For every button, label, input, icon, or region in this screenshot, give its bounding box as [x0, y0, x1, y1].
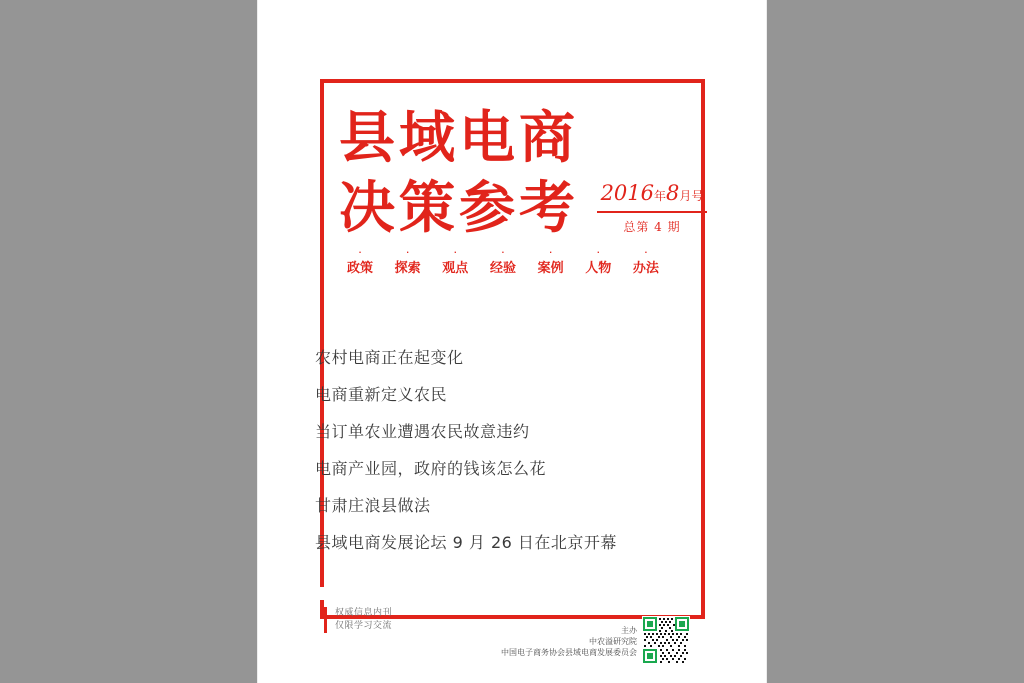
note-line-2: 仅限学习交流 [335, 621, 393, 631]
keyword-dot-icon: · [453, 244, 458, 259]
publisher-org-2: 中国电子商务协会县域电商发展委员会 [501, 648, 637, 657]
keyword-label: 人物 [585, 261, 612, 276]
issue-year-suffix: 年 [654, 189, 667, 203]
publisher-label: 主办 [621, 626, 637, 635]
internal-note [324, 607, 392, 633]
title-line-2: 决策参考 [339, 176, 579, 241]
keyword-item-0 [343, 246, 377, 276]
note-line-1: 权威信息内刊 [335, 608, 393, 618]
keyword-row [343, 246, 663, 276]
keyword-label: 观点 [442, 261, 469, 276]
keyword-dot-icon: · [548, 244, 553, 259]
contents-list [315, 348, 715, 570]
page-edge-left [257, 0, 258, 683]
contents-item: 农村电商正在起变化 [315, 348, 464, 367]
keyword-item-5 [581, 246, 615, 276]
issue-year: 2016 [600, 181, 655, 205]
keyword-item-4 [534, 246, 568, 276]
keyword-item-3 [486, 246, 520, 276]
issue-divider [597, 211, 707, 213]
keyword-dot-icon: · [643, 244, 649, 259]
keyword-label: 政策 [346, 261, 373, 276]
keyword-label: 办法 [632, 261, 659, 276]
keyword-dot-icon: · [596, 244, 601, 259]
keyword-label: 探索 [394, 261, 421, 276]
contents-item: 甘肃庄浪县做法 [315, 496, 431, 515]
issue-total-number: 总第 4 期 [623, 220, 681, 234]
keyword-dot-icon: · [405, 244, 410, 259]
keyword-label: 经验 [489, 261, 516, 276]
issue-date [597, 180, 707, 209]
keyword-dot-icon: · [500, 244, 506, 259]
issue-info [597, 180, 707, 235]
publisher-org-1: 中农溢研究院 [589, 637, 637, 646]
frame-border-top [320, 79, 705, 83]
keyword-item-6 [629, 246, 663, 276]
issue-month: 8 [666, 181, 680, 205]
title-line-1: 县域电商 [339, 106, 579, 171]
magazine-cover-page [257, 0, 767, 683]
publisher-info [462, 625, 637, 658]
keyword-label: 案例 [537, 261, 564, 276]
contents-item: 县域电商发展论坛 9 月 26 日在北京开幕 [315, 533, 617, 552]
keyword-item-2 [438, 246, 472, 276]
keyword-dot-icon: · [357, 244, 363, 259]
keyword-item-1 [391, 246, 425, 276]
issue-month-suffix: 月号 [679, 189, 704, 203]
contents-item: 当订单农业遭遇农民故意违约 [315, 422, 530, 441]
page-edge-right [766, 0, 767, 683]
contents-item: 电商重新定义农民 [315, 385, 448, 404]
contents-item: 电商产业园，政府的钱该怎么花 [315, 459, 547, 478]
qr-code-icon [642, 616, 690, 664]
